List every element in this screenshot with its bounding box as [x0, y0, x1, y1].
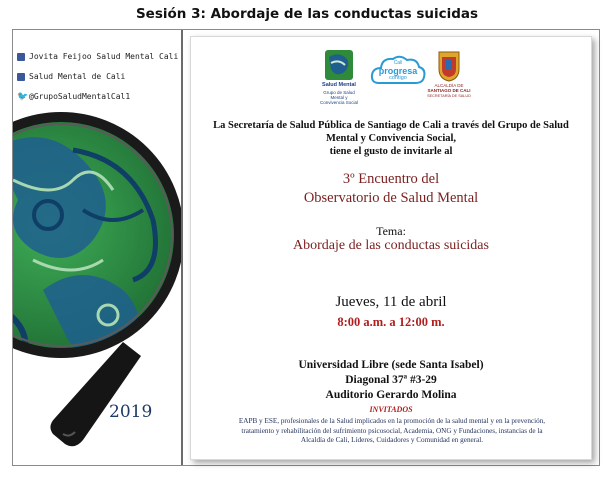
invitados-label: INVITADOS [369, 405, 413, 414]
venue-line-1: Universidad Libre (sede Santa Isabel) [298, 359, 484, 371]
intro-line-3: tiene el gusto de invitarle al [329, 146, 453, 157]
logos-row [191, 49, 591, 111]
social-facebook-2[interactable] [17, 72, 125, 81]
venue-block [191, 358, 591, 403]
social-facebook-1-text: Jovita Feijoo Salud Mental Cali [29, 52, 179, 61]
intro-line-1: La Secretaría de Salud Pública de Santiago de Cali a través del Grupo de Salud [213, 120, 569, 131]
facebook-icon [17, 53, 25, 61]
invitados-line-2: tratamiento y rehabilitación del sufrimiento psicosocial, Academia, ONG y Fundaciones, instancias de la [241, 426, 543, 435]
invitation-frame [12, 29, 600, 466]
cali-progresa-main: progresa [378, 66, 418, 76]
tema-label: Tema: [376, 224, 406, 238]
event-title-line-1: 3º Encuentro del [342, 171, 440, 187]
facebook-icon [17, 73, 25, 81]
salud-mental-logo-text: Salud Mental [322, 82, 356, 88]
invitation-card [190, 36, 592, 460]
tema-title: Abordaje de las conductas suicidas [293, 238, 489, 253]
page-heading: Sesión 3: Abordaje de las conductas suicidas [135, 6, 479, 22]
alcaldia-label: ALCALDÍA DE [434, 83, 464, 88]
coat-of-arms-icon [427, 49, 471, 83]
venue-line-3: Auditorio Gerardo Molina [325, 389, 457, 401]
alcaldia-city: SANTIAGO DE CALI [427, 88, 471, 93]
event-date: Jueves, 11 de abril [335, 294, 447, 310]
salud-mental-emblem-icon [319, 49, 359, 83]
year-label: 2019 [109, 402, 153, 422]
intro-text [203, 119, 579, 158]
twitter-icon: 🐦 [17, 91, 29, 102]
panel-divider [181, 30, 183, 465]
alcaldia-sub: SECRETARÍA DE SALUD [427, 94, 471, 98]
event-title-line-2: Observatorio de Salud Mental [303, 190, 479, 206]
venue-line-2: Diagonal 37ª #3-29 [345, 374, 437, 386]
salud-mental-logo [319, 49, 359, 107]
cali-progresa-top: Cali [393, 60, 403, 66]
cali-progresa-sub: contigo [389, 75, 407, 81]
social-twitter[interactable] [17, 92, 130, 101]
invitados-text [205, 417, 579, 446]
left-panel [13, 30, 181, 465]
cali-progresa-logo [369, 53, 427, 93]
social-twitter-text: @GrupoSaludMentalCal1 [29, 92, 131, 101]
event-title [191, 170, 591, 208]
event-time: 8:00 a.m. a 12:00 m. [337, 315, 445, 329]
social-facebook-2-text: Salud Mental de Cali [29, 72, 126, 81]
salud-mental-logo-subtext: Grupo de Salud Mental y Convivencia Social [319, 90, 359, 105]
invitados-line-3: Alcaldía de Cali, Líderes, Cuidadores y Comunidad en general. [300, 436, 484, 444]
alcaldia-logo [427, 49, 471, 107]
intro-line-2: Mental y Convivencia Social, [325, 133, 457, 144]
social-facebook-1[interactable] [17, 52, 178, 61]
invitados-line-1: EAPB y ESE, profesionales de la Salud implicados en la promoción de la salud mental y en la prevención, [238, 417, 546, 425]
